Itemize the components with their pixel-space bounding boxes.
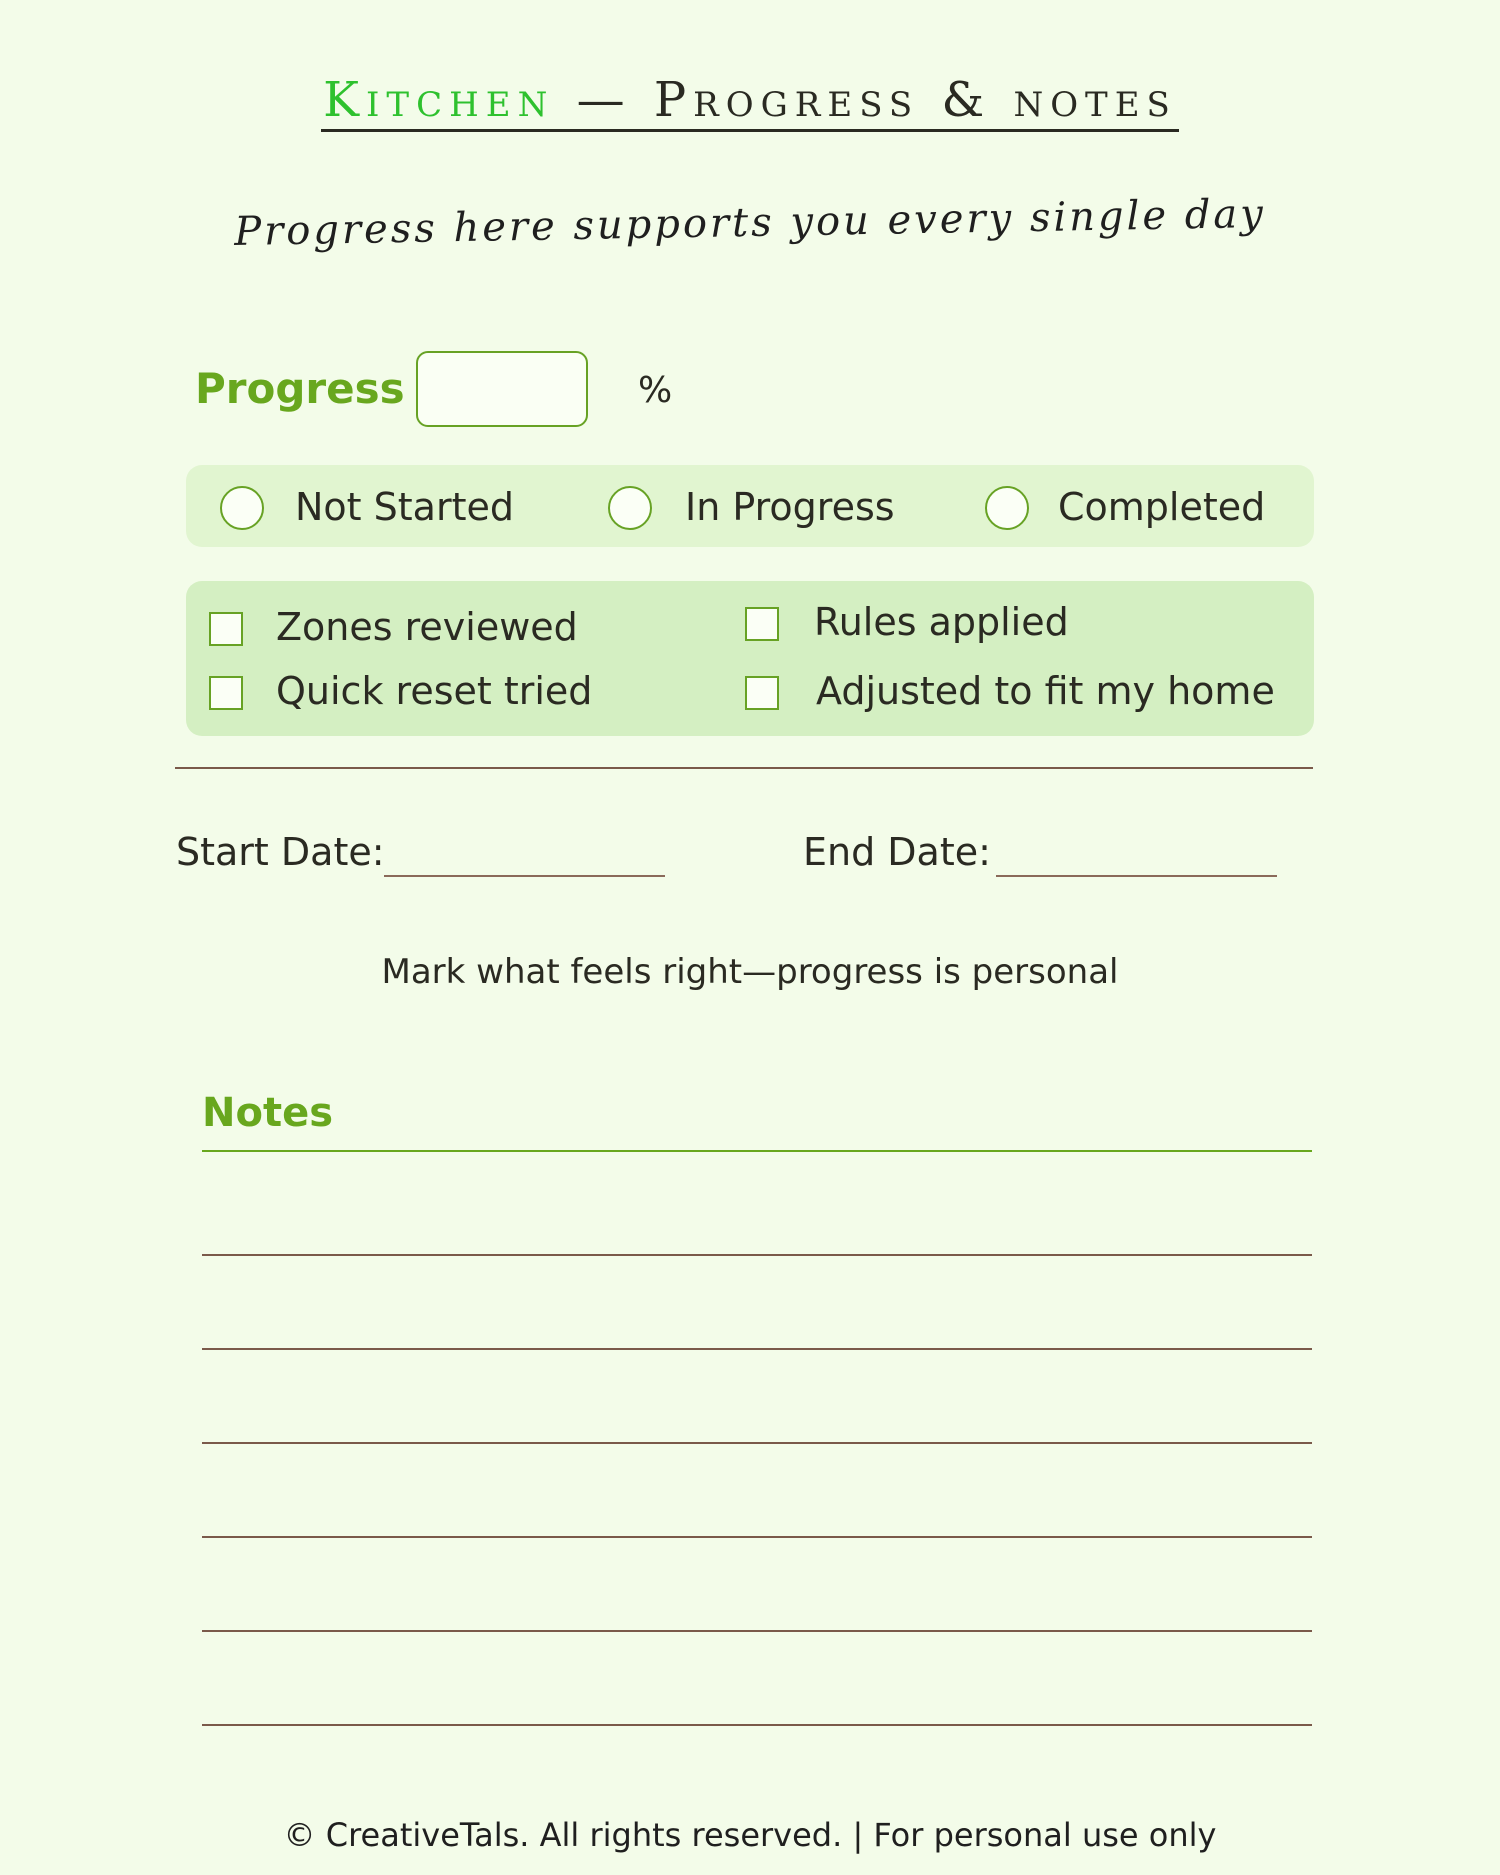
footer-copyright: © CreativeTals. All rights reserved. | For personal use only	[283, 1816, 1217, 1854]
notes-heading: Notes	[202, 1090, 334, 1136]
status-not-started-label: Not Started	[295, 485, 514, 529]
end-date-field[interactable]	[996, 875, 1277, 877]
checkbox-adjusted[interactable]	[745, 676, 779, 710]
radio-completed[interactable]	[985, 486, 1029, 530]
radio-in-progress[interactable]	[608, 486, 652, 530]
page-title	[0, 72, 1500, 132]
check-rules-applied-label: Rules applied	[814, 600, 1069, 644]
notes-heading-underline	[202, 1150, 1312, 1152]
check-adjusted-label: Adjusted to fit my home	[816, 669, 1275, 713]
title-separator: —	[554, 72, 654, 128]
start-date-label: Start Date:	[176, 830, 385, 874]
check-quick-reset-label: Quick reset tried	[276, 669, 593, 713]
status-completed-label: Completed	[1058, 485, 1266, 529]
notes-line[interactable]	[202, 1630, 1312, 1632]
section-divider	[175, 767, 1313, 769]
notes-line[interactable]	[202, 1254, 1312, 1256]
check-zones-reviewed-label: Zones reviewed	[276, 605, 578, 649]
tagline-text: Mark what feels right—progress is personal	[381, 952, 1119, 992]
radio-not-started[interactable]	[220, 486, 264, 530]
progress-label: Progress	[195, 364, 405, 413]
checkbox-quick-reset[interactable]	[209, 676, 243, 710]
title-kitchen: Kitchen	[323, 72, 555, 128]
checkbox-rules-applied[interactable]	[745, 607, 779, 641]
progress-input[interactable]	[416, 351, 588, 427]
title-rest: Progress & notes	[653, 72, 1177, 128]
notes-line[interactable]	[202, 1536, 1312, 1538]
notes-line[interactable]	[202, 1348, 1312, 1350]
checkbox-zones-reviewed[interactable]	[209, 612, 243, 646]
quote-text: Progress here supports you every single day	[233, 191, 1267, 255]
status-in-progress-label: In Progress	[685, 485, 895, 529]
end-date-label: End Date:	[803, 830, 991, 874]
notes-line[interactable]	[202, 1724, 1312, 1726]
percent-sign: %	[638, 370, 673, 411]
notes-line[interactable]	[202, 1442, 1312, 1444]
start-date-field[interactable]	[384, 875, 665, 877]
